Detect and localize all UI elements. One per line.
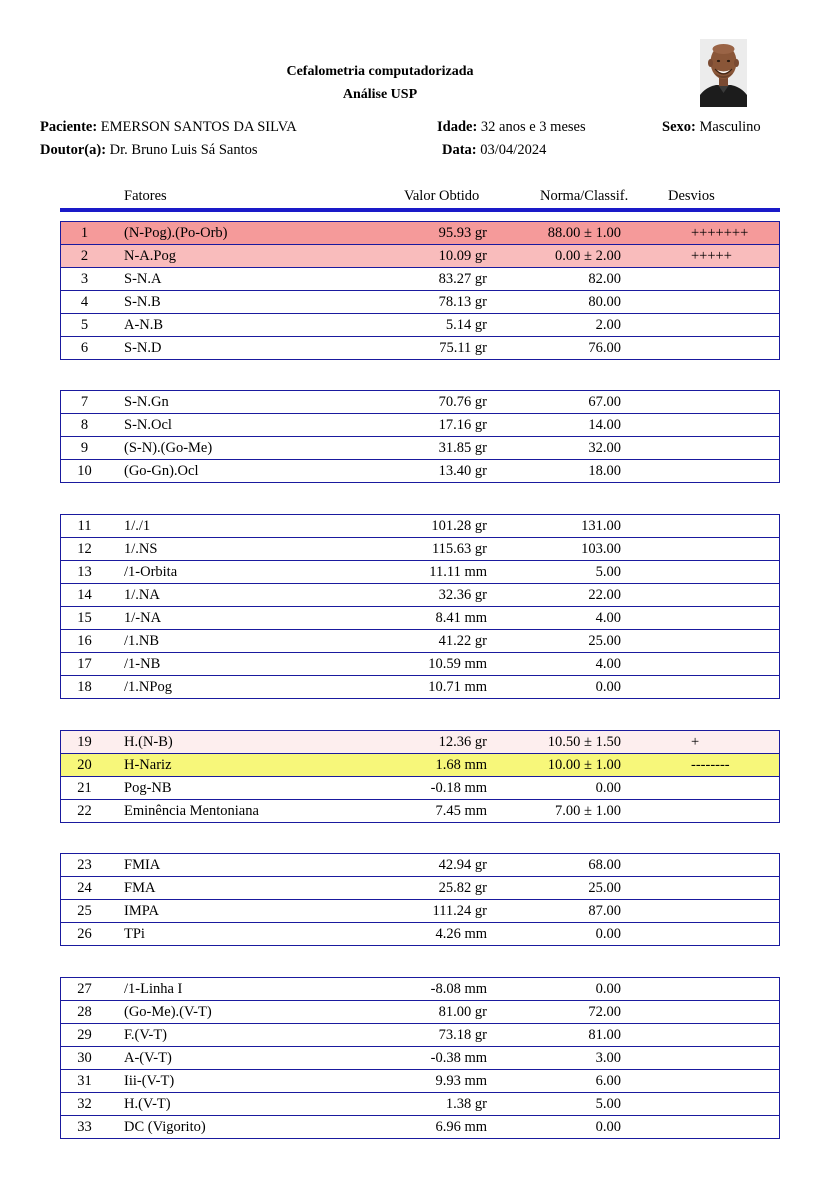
- factor-group: [60, 390, 780, 483]
- obtained-value: 81.00 gr: [438, 1004, 487, 1020]
- row-number: 28: [77, 1004, 92, 1020]
- row-number: 14: [77, 587, 92, 603]
- obtained-value: 111.24 gr: [432, 903, 487, 919]
- patient-label: Paciente:: [40, 119, 98, 135]
- table-row: [61, 337, 779, 360]
- row-number: 10: [77, 463, 92, 479]
- norm-value: 22.00: [588, 587, 621, 603]
- norm-value: 0.00: [595, 926, 621, 942]
- factor-name: A-N.B: [124, 317, 164, 333]
- table-row: [61, 314, 779, 337]
- row-number: 22: [77, 803, 92, 819]
- obtained-value: 70.76 gr: [438, 394, 487, 410]
- factor-name: N-A.Pog: [124, 248, 176, 264]
- norm-value: 25.00: [588, 880, 621, 896]
- row-number: 15: [77, 610, 92, 626]
- factor-name: /1.NB: [124, 633, 160, 649]
- factor-name: /1-Orbita: [124, 564, 178, 580]
- date-value: 03/04/2024: [480, 142, 547, 158]
- table-row: [61, 538, 779, 561]
- table-row: [61, 414, 779, 437]
- norm-value: 18.00: [588, 463, 621, 479]
- norm-value: 103.00: [581, 541, 621, 557]
- table-row: [61, 978, 779, 1001]
- table-row: [61, 607, 779, 630]
- row-number: 24: [77, 880, 92, 896]
- table-row: [61, 800, 779, 823]
- factor-name: (N-Pog).(Po-Orb): [124, 225, 228, 241]
- row-number: 12: [77, 541, 92, 557]
- patient-photo: [700, 39, 747, 107]
- table-row: [61, 1024, 779, 1047]
- row-number: 31: [77, 1073, 92, 1089]
- factor-name: /1-Linha I: [124, 981, 183, 997]
- obtained-value: 10.71 mm: [428, 679, 487, 695]
- deviation-value: +++++: [691, 248, 732, 264]
- factor-name: FMIA: [124, 857, 161, 873]
- table-row: [61, 222, 779, 245]
- norm-value: 6.00: [595, 1073, 621, 1089]
- header-rule: [60, 208, 780, 212]
- deviation-value: +++++++: [691, 225, 749, 241]
- factor-name: FMA: [124, 880, 156, 896]
- table-row: [61, 268, 779, 291]
- row-number: 26: [77, 926, 92, 942]
- table-row: [61, 877, 779, 900]
- obtained-value: 83.27 gr: [438, 271, 487, 287]
- obtained-value: 101.28 gr: [431, 518, 487, 534]
- norm-value: 0.00: [595, 679, 621, 695]
- factor-name: S-N.Ocl: [124, 417, 172, 433]
- factor-name: A-(V-T): [124, 1050, 172, 1066]
- row-number: 17: [77, 656, 92, 672]
- obtained-value: 9.93 mm: [435, 1073, 487, 1089]
- row-number: 9: [80, 440, 89, 456]
- obtained-value: 4.26 mm: [435, 926, 487, 942]
- norm-value: 4.00: [595, 610, 621, 626]
- factor-name: (S-N).(Go-Me): [124, 440, 213, 456]
- norm-value: 72.00: [588, 1004, 621, 1020]
- obtained-value: 13.40 gr: [438, 463, 487, 479]
- obtained-value: 115.63 gr: [431, 541, 487, 557]
- row-number: 6: [80, 340, 89, 356]
- factor-name: S-N.A: [124, 271, 162, 287]
- row-number: 3: [80, 271, 89, 287]
- age-info: [437, 119, 586, 136]
- row-number: 5: [80, 317, 89, 333]
- obtained-value: 8.41 mm: [435, 610, 487, 626]
- doctor-label: Doutor(a):: [40, 142, 107, 158]
- row-number: 4: [80, 294, 89, 310]
- norm-value: 4.00: [595, 656, 621, 672]
- table-row: [61, 1070, 779, 1093]
- table-row: [61, 854, 779, 877]
- factor-name: S-N.Gn: [124, 394, 169, 410]
- factor-group: [60, 221, 780, 360]
- norm-value: 5.00: [595, 1096, 621, 1112]
- column-header-deviation: Desvios: [668, 188, 715, 204]
- table-row: [61, 584, 779, 607]
- doctor-name: Dr. Bruno Luis Sá Santos: [109, 142, 258, 158]
- table-row: [61, 1093, 779, 1116]
- factor-name: H.(V-T): [124, 1096, 171, 1112]
- report-subtitle: Análise USP: [342, 87, 418, 102]
- obtained-value: 73.18 gr: [438, 1027, 487, 1043]
- norm-value: 82.00: [588, 271, 621, 287]
- factor-name: 1/.NS: [124, 541, 158, 557]
- norm-value: 3.00: [595, 1050, 621, 1066]
- factor-name: /1-NB: [124, 656, 161, 672]
- doctor-info: [40, 142, 258, 159]
- norm-value: 81.00: [588, 1027, 621, 1043]
- factor-name: Eminência Mentoniana: [124, 803, 259, 819]
- factor-name: 1/-NA: [124, 610, 162, 626]
- factor-name: TPi: [124, 926, 145, 942]
- obtained-value: 12.36 gr: [438, 734, 487, 750]
- table-row: [61, 731, 779, 754]
- report-title: Cefalometria computadorizada: [286, 64, 474, 79]
- factor-group: [60, 730, 780, 823]
- factor-name: 1/./1: [124, 518, 151, 534]
- norm-value: 10.50 ± 1.50: [547, 734, 621, 750]
- row-number: 33: [77, 1119, 92, 1135]
- column-header-value: Valor Obtido: [404, 188, 480, 204]
- norm-value: 7.00 ± 1.00: [555, 803, 621, 819]
- norm-value: 131.00: [581, 518, 621, 534]
- row-number: 19: [77, 734, 92, 750]
- row-number: 7: [80, 394, 89, 410]
- obtained-value: -0.38 mm: [430, 1050, 487, 1066]
- deviation-value: +: [691, 734, 700, 750]
- patient-name: EMERSON SANTOS DA SILVA: [100, 119, 297, 135]
- obtained-value: 25.82 gr: [438, 880, 487, 896]
- patient-info: [40, 119, 297, 136]
- table-row: [61, 1047, 779, 1070]
- factor-name: S-N.B: [124, 294, 161, 310]
- row-number: 23: [77, 857, 92, 873]
- date-info: [442, 142, 546, 159]
- sex-info: [662, 119, 761, 136]
- age-value: 32 anos e 3 meses: [480, 119, 586, 135]
- norm-value: 14.00: [588, 417, 621, 433]
- factor-name: IMPA: [124, 903, 159, 919]
- norm-value: 10.00 ± 1.00: [547, 757, 621, 773]
- norm-value: 2.00: [595, 317, 621, 333]
- age-label: Idade:: [437, 119, 478, 135]
- factor-name: (Go-Gn).Ocl: [124, 463, 199, 479]
- factor-name: H.(N-B): [124, 734, 173, 750]
- row-number: 18: [77, 679, 92, 695]
- row-number: 20: [77, 757, 92, 773]
- norm-value: 76.00: [588, 340, 621, 356]
- obtained-value: 10.59 mm: [428, 656, 487, 672]
- date-label: Data:: [442, 142, 477, 158]
- norm-value: 88.00 ± 1.00: [547, 225, 621, 241]
- row-number: 25: [77, 903, 92, 919]
- row-number: 29: [77, 1027, 92, 1043]
- sex-value: Masculino: [699, 119, 761, 135]
- obtained-value: -8.08 mm: [430, 981, 487, 997]
- norm-value: 32.00: [588, 440, 621, 456]
- obtained-value: 5.14 gr: [445, 317, 487, 333]
- row-number: 2: [80, 248, 89, 264]
- sex-label: Sexo:: [662, 119, 696, 135]
- factor-group: [60, 977, 780, 1139]
- obtained-value: 41.22 gr: [438, 633, 487, 649]
- obtained-value: 42.94 gr: [438, 857, 487, 873]
- factor-group: [60, 514, 780, 699]
- table-row: [61, 291, 779, 314]
- obtained-value: 11.11 mm: [429, 564, 487, 580]
- factor-name: /1.NPog: [124, 679, 172, 695]
- norm-value: 0.00 ± 2.00: [555, 248, 621, 264]
- factor-name: 1/.NA: [124, 587, 160, 603]
- obtained-value: 1.68 mm: [435, 757, 487, 773]
- factor-name: Pog-NB: [124, 780, 172, 796]
- table-row: [61, 630, 779, 653]
- row-number: 27: [77, 981, 92, 997]
- factor-group: [60, 853, 780, 946]
- factor-name: Iii-(V-T): [124, 1073, 175, 1089]
- table-row: [61, 1116, 779, 1139]
- row-number: 32: [77, 1096, 92, 1112]
- row-number: 11: [77, 518, 92, 534]
- norm-value: 68.00: [588, 857, 621, 873]
- obtained-value: -0.18 mm: [430, 780, 487, 796]
- row-number: 8: [80, 417, 89, 433]
- norm-value: 25.00: [588, 633, 621, 649]
- factor-name: H-Nariz: [124, 757, 172, 773]
- column-header-factors: Fatores: [124, 188, 167, 204]
- obtained-value: 75.11 gr: [439, 340, 487, 356]
- norm-value: 0.00: [595, 1119, 621, 1135]
- row-number: 21: [77, 780, 92, 796]
- norm-value: 5.00: [595, 564, 621, 580]
- table-row: [61, 391, 779, 414]
- obtained-value: 32.36 gr: [438, 587, 487, 603]
- norm-value: 87.00: [588, 903, 621, 919]
- row-number: 1: [80, 225, 89, 241]
- table-row: [61, 923, 779, 946]
- column-header-norm: Norma/Classif.: [540, 188, 629, 204]
- factor-name: DC (Vigorito): [124, 1119, 206, 1135]
- obtained-value: 6.96 mm: [435, 1119, 487, 1135]
- norm-value: 0.00: [595, 780, 621, 796]
- norm-value: 80.00: [588, 294, 621, 310]
- table-row: [61, 437, 779, 460]
- factor-name: S-N.D: [124, 340, 162, 356]
- obtained-value: 7.45 mm: [435, 803, 487, 819]
- row-number: 30: [77, 1050, 92, 1066]
- row-number: 16: [77, 633, 92, 649]
- table-row: [61, 515, 779, 538]
- obtained-value: 10.09 gr: [438, 248, 487, 264]
- table-row: [61, 653, 779, 676]
- obtained-value: 95.93 gr: [438, 225, 487, 241]
- factor-name: F.(V-T): [124, 1027, 168, 1043]
- obtained-value: 17.16 gr: [438, 417, 487, 433]
- row-number: 13: [77, 564, 92, 580]
- obtained-value: 31.85 gr: [438, 440, 487, 456]
- table-row: [61, 1001, 779, 1024]
- norm-value: 0.00: [595, 981, 621, 997]
- table-row: [61, 460, 779, 483]
- table-row: [61, 900, 779, 923]
- table-row: [61, 676, 779, 699]
- table-row: [61, 561, 779, 584]
- table-row: [61, 754, 779, 777]
- obtained-value: 78.13 gr: [438, 294, 487, 310]
- deviation-value: --------: [691, 757, 730, 773]
- table-row: [61, 245, 779, 268]
- table-row: [61, 777, 779, 800]
- norm-value: 67.00: [588, 394, 621, 410]
- factor-name: (Go-Me).(V-T): [124, 1004, 212, 1020]
- obtained-value: 1.38 gr: [445, 1096, 487, 1112]
